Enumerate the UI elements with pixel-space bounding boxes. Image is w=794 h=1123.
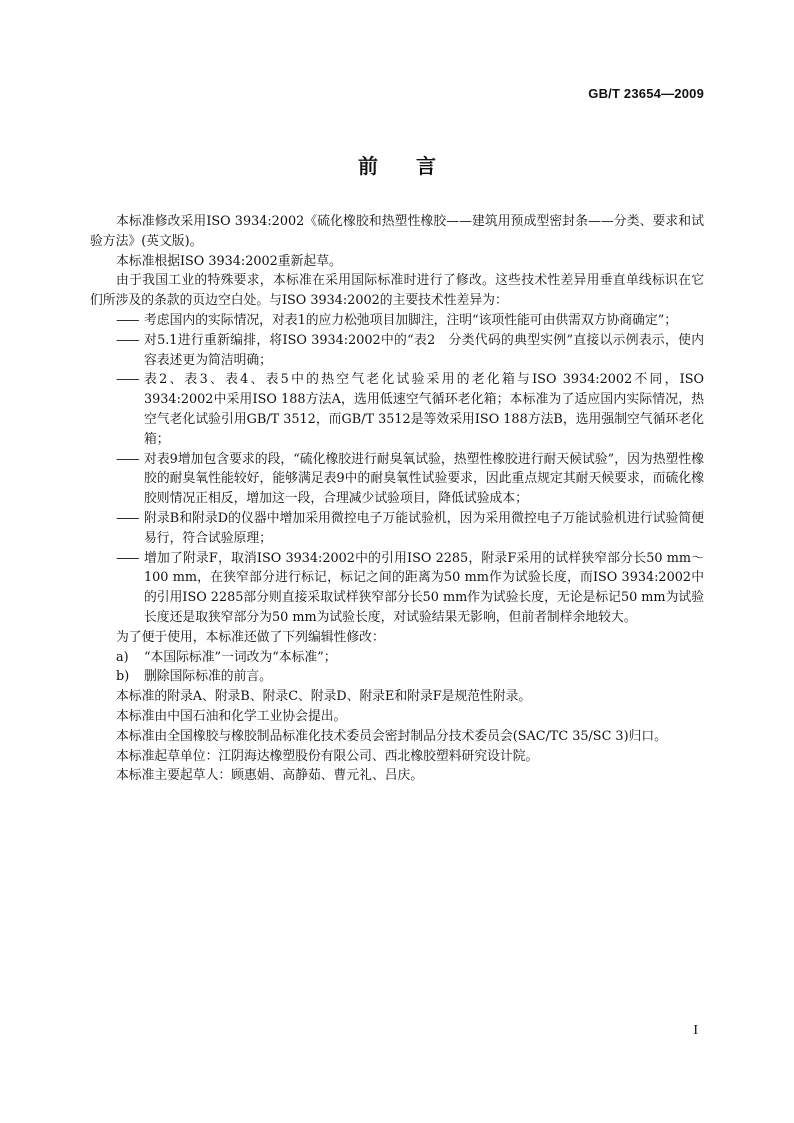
paragraph-proposed-by: 本标准由中国石油和化学工业协会提出。 [116, 708, 347, 724]
page-title: 前言 [358, 154, 474, 178]
dash-marker: —— [116, 372, 138, 388]
dash-marker: —— [116, 510, 138, 526]
page-number: I [693, 1023, 698, 1038]
list-item-text: 考虑国内的实际情况，对表1的应力松弛项目加脚注，注明“该项性能可由供需双方协商确定”； [144, 312, 678, 328]
dash-marker: —— [116, 451, 138, 467]
list-item-text: “本国际标准”一词改为“本标准”； [144, 649, 337, 665]
list-item-text: 对5.1进行重新编排，将ISO 3934:2002中的“表2 分类代码的典型实例”直接以示例表示，使内容表述更为简洁明确； [144, 332, 704, 368]
paragraph-editorial-intro: 为了便于使用，本标准还做了下列编辑性修改： [116, 629, 385, 645]
list-item-text: 删除国际标准的前言。 [144, 669, 272, 685]
dash-marker: —— [116, 312, 138, 328]
list-marker: b) [116, 669, 130, 685]
list-item-text: 对表9增加包含要求的段，“硫化橡胶进行耐臭氧试验，热塑性橡胶进行耐天候试验”，因为热塑性橡胶的耐臭氧性能较好，能够满足表9中的耐臭氧性试验要求，因此重点规定其耐天候要求，而硫化橡胶则情况正相反，增加这一段，合理减少试验项目，降低试验成本； [144, 451, 704, 507]
paragraph-responsible-committee: 本标准由全国橡胶与橡胶制品标准化技术委员会密封制品分技术委员会(SAC/TC 35/SC 3)归口。 [116, 728, 667, 744]
list-item [90, 549, 704, 628]
list-item [90, 311, 704, 331]
list-item [90, 450, 704, 509]
paragraph-adoption: 本标准修改采用ISO 3934:2002《硫化橡胶和热塑性橡胶——建筑用预成型密封条——分类、要求和试验方法》(英文版)。 [90, 214, 704, 249]
list-item [90, 509, 704, 549]
list-item-text: 附录B和附录D的仪器中增加采用微控电子万能试验机，因为采用微控电子万能试验机进行试验简便易行，符合试验原理； [144, 510, 704, 546]
paragraph-annexes: 本标准的附录A、附录B、附录C、附录D、附录E和附录F是规范性附录。 [116, 689, 532, 705]
editorial-list [90, 648, 704, 688]
dash-marker: —— [116, 550, 138, 566]
dash-marker: —— [116, 332, 138, 348]
foreword-body [90, 212, 704, 786]
paragraph-drafting-units: 本标准起草单位：江阴海达橡塑股份有限公司、西北橡胶塑料研究设计院。 [116, 748, 539, 764]
paragraph-differences-intro: 由于我国工业的特殊要求，本标准在采用国际标准时进行了修改。这些技术性差异用垂直单线标识在它们所涉及的条款的页边空白处。与ISO 3934:2002的主要技术性差异为： [90, 273, 704, 309]
list-item [90, 370, 704, 449]
standard-code: GB/T 23654—2009 [588, 86, 704, 101]
list-item [90, 648, 704, 668]
list-marker: a) [116, 649, 129, 665]
list-item-text: 表2、表3、表4、表5中的热空气老化试验采用的老化箱与ISO 3934:2002不同，ISO 3934:2002中采用ISO 188方法A，选用低速空气循环老化箱；本标准为了适应国内实际情况，热空气老化试验引用GB/T 3512，而GB/T 3512是等效采用ISO 188方法B，选用强制空气循环老化箱； [144, 372, 704, 447]
list-item [90, 331, 704, 371]
paragraph-drafters: 本标准主要起草人：顾惠娟、高静茹、曹元礼、吕庆。 [116, 768, 424, 784]
list-item [90, 667, 704, 687]
list-item-text: 增加了附录F，取消ISO 3934:2002中的引用ISO 2285，附录F采用的试样狭窄部分长50 mm～100 mm，在狭窄部分进行标记，标记之间的距离为50 mm作为试验长度，而ISO 3934:2002中的引用ISO 2285部分则直接采取试样狭窄部分长50 mm作为试验长度，无论是标记50 mm为试验长度还是取狭窄部分为50 mm为试验长度，对试验结果无影响，但前者制样余地较大。 [144, 550, 704, 625]
paragraph-redrafted: 本标准根据ISO 3934:2002重新起草。 [116, 253, 342, 269]
differences-list [90, 311, 704, 628]
